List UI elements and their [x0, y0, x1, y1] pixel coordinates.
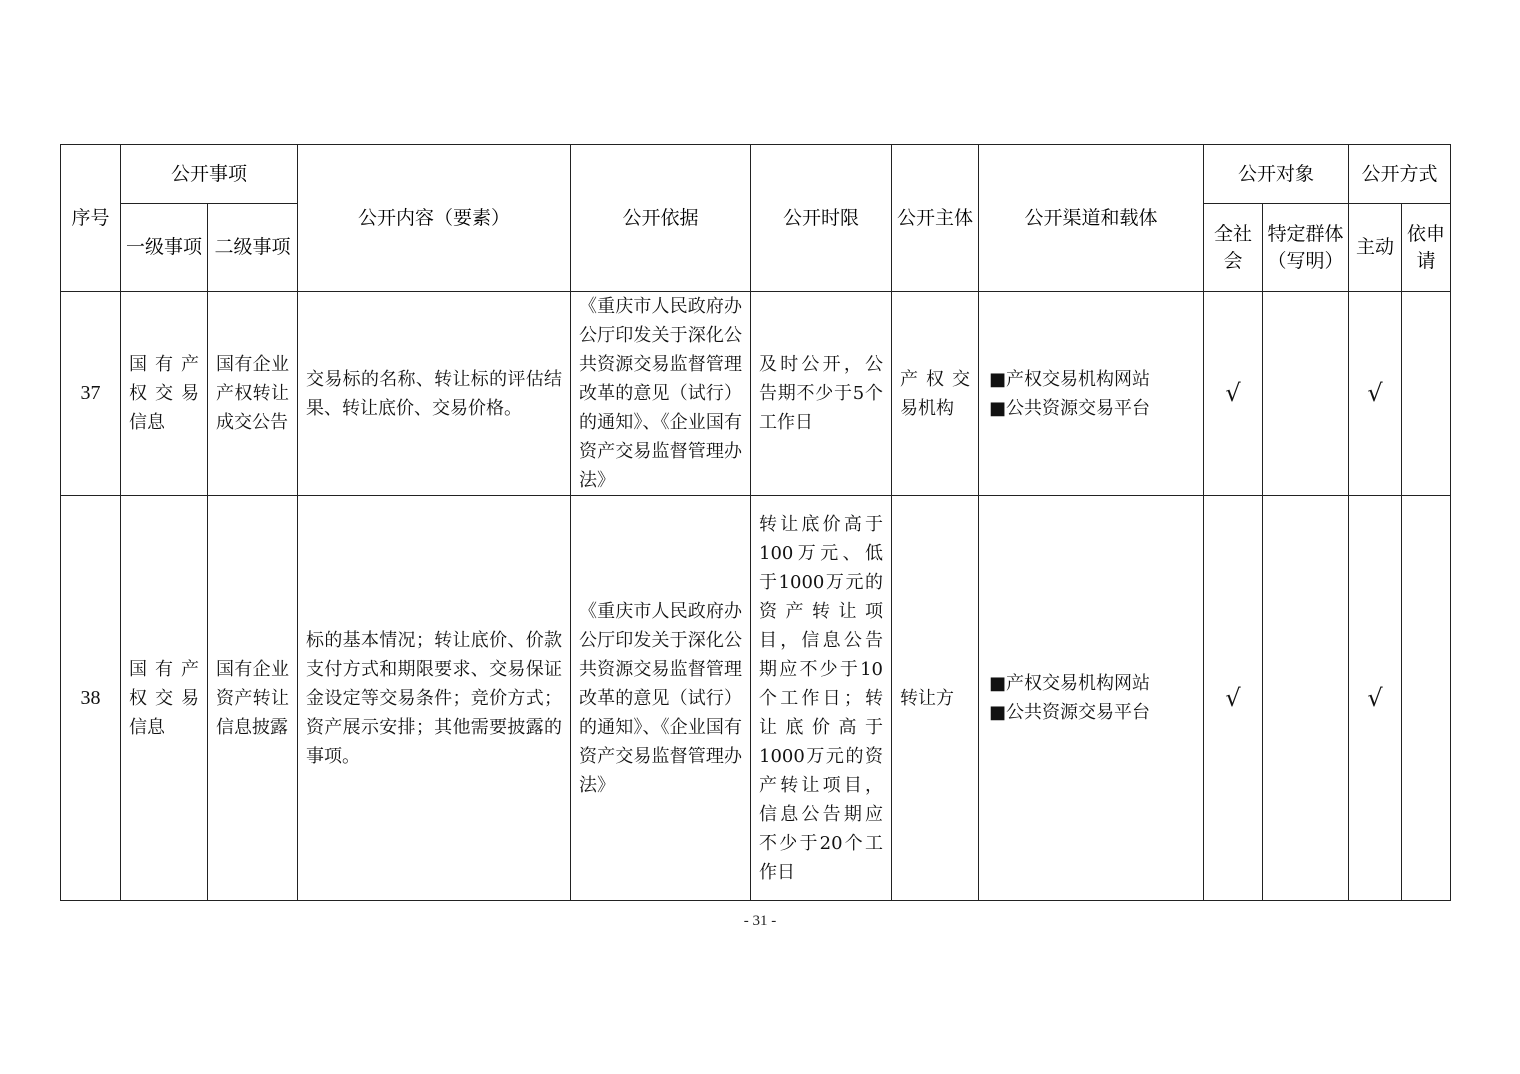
- row-time-limit: 及时公开，公告期不少于5个工作日: [751, 292, 892, 496]
- row-level1: 国有产权交易信息: [121, 292, 208, 496]
- header-level1: 一级事项: [121, 204, 208, 292]
- header-time-limit: 公开时限: [751, 145, 892, 292]
- row-seq: 37: [61, 292, 121, 496]
- header-items-group: 公开事项: [121, 145, 298, 204]
- channel-item: ■公共资源交易平台: [989, 702, 1151, 723]
- channel-item: ■产权交易机构网站: [989, 368, 1151, 390]
- header-content: 公开内容（要素）: [298, 145, 571, 292]
- row-subject: 产权交易机构: [892, 292, 979, 496]
- row-target-specific: [1263, 292, 1349, 496]
- row-target-all-check: √: [1204, 292, 1263, 496]
- page-number: - 31 -: [743, 913, 777, 929]
- row-content: 交易标的名称、转让标的评估结果、转让底价、交易价格。: [298, 292, 571, 496]
- table-row: [61, 292, 1451, 496]
- table-row: [61, 496, 1451, 901]
- row-mode-request: [1402, 496, 1451, 901]
- header-mode-group: 公开方式: [1349, 145, 1451, 204]
- header-level2: 二级事项: [208, 204, 298, 292]
- header-target-all: 全社会: [1204, 204, 1263, 292]
- row-channels: [979, 292, 1204, 496]
- row-mode-active-check: √: [1349, 292, 1402, 496]
- row-channels: [979, 496, 1204, 901]
- header-mode-request: 依申请: [1402, 204, 1451, 292]
- header-basis: 公开依据: [571, 145, 751, 292]
- header-target-specific: 特定群体（写明）: [1263, 204, 1349, 292]
- header-target-group: 公开对象: [1204, 145, 1349, 204]
- row-content: 标的基本情况；转让底价、价款支付方式和期限要求、交易保证金设定等交易条件；竞价方式；资产展示安排；其他需要披露的事项。: [298, 496, 571, 901]
- row-subject: 转让方: [892, 496, 979, 901]
- header-channels: 公开渠道和载体: [979, 145, 1204, 292]
- row-basis: 《重庆市人民政府办公厅印发关于深化公共资源交易监督管理改革的意见（试行）的通知》、《企业国有资产交易监督管理办法》: [571, 292, 751, 496]
- header-seq: 序号: [61, 145, 121, 292]
- row-level2: 国有企业产权转让成交公告: [208, 292, 298, 496]
- row-level2: 国有企业资产转让信息披露: [208, 496, 298, 901]
- disclosure-table: [60, 144, 1451, 901]
- channel-item: ■公共资源交易平台: [989, 397, 1151, 419]
- row-level1: 国有产权交易信息: [121, 496, 208, 901]
- row-mode-active-check: √: [1349, 496, 1402, 901]
- header-mode-active: 主动: [1349, 204, 1402, 292]
- channel-item: ■产权交易机构网站: [989, 673, 1151, 694]
- disclosure-table-page: [60, 144, 1450, 901]
- row-target-all-check: √: [1204, 496, 1263, 901]
- row-target-specific: [1263, 496, 1349, 901]
- row-time-limit: 转让底价高于100万元、低于1000万元的资产转让项目，信息公告期应不少于10个工作日；转让底价高于1000万元的资产转让项目，信息公告期应不少于20个工作日: [751, 496, 892, 901]
- row-mode-request: [1402, 292, 1451, 496]
- row-basis: 《重庆市人民政府办公厅印发关于深化公共资源交易监督管理改革的意见（试行）的通知》、《企业国有资产交易监督管理办法》: [571, 496, 751, 901]
- header-subject: 公开主体: [892, 145, 979, 292]
- row-seq: 38: [61, 496, 121, 901]
